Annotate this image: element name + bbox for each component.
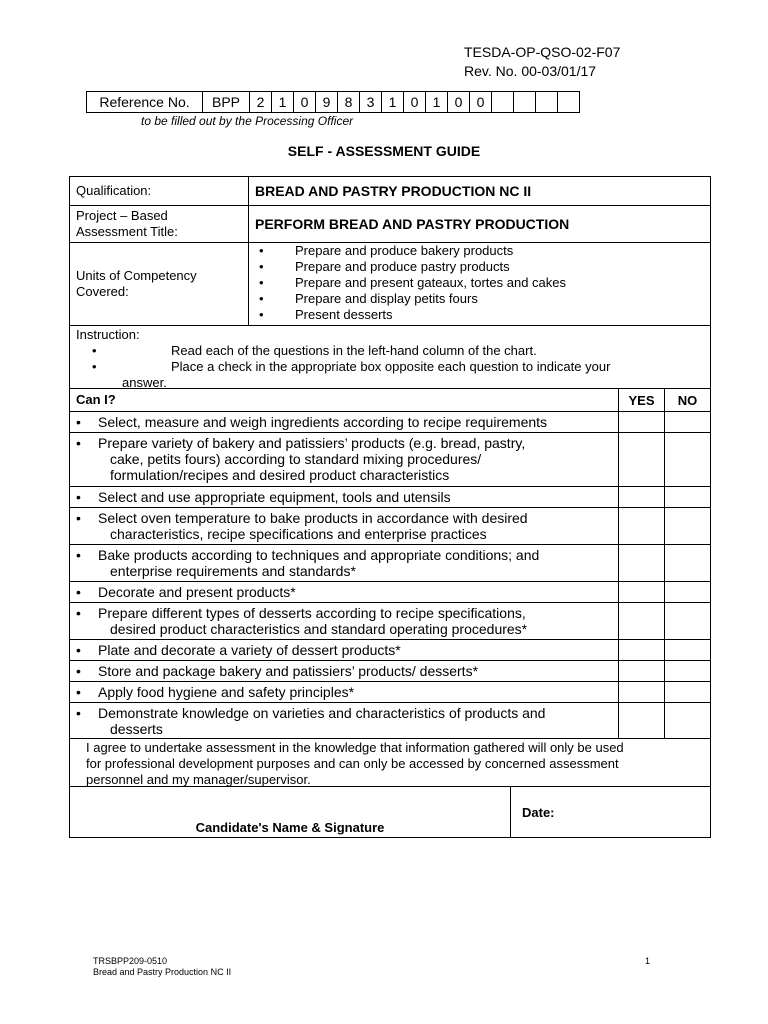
question-text: Apply food hygiene and safety principles* bbox=[98, 684, 355, 700]
yes-checkbox[interactable] bbox=[619, 487, 665, 507]
yes-checkbox[interactable] bbox=[619, 603, 665, 639]
instruction-text: Place a check in the appropriate box opposite each question to indicate your bbox=[171, 359, 611, 374]
reference-prefix: BPP bbox=[203, 92, 250, 113]
qualification-label: Qualification: bbox=[70, 177, 249, 205]
agreement-text: I agree to undertake assessment in the knowledge that information gathered will only be used bbox=[86, 740, 624, 755]
footer bbox=[93, 956, 231, 978]
candidate-name-signature-label: Candidate's Name & Signature bbox=[195, 820, 385, 835]
table-row bbox=[70, 411, 710, 432]
question-text: Prepare variety of bakery and patissiers’ products (e.g. bread, pastry, bbox=[98, 435, 526, 451]
instruction-label: Instruction: bbox=[76, 327, 140, 342]
question-cell bbox=[70, 582, 619, 602]
reference-digit[interactable] bbox=[558, 92, 580, 113]
question-cell bbox=[70, 603, 619, 639]
reference-digit[interactable]: 0 bbox=[404, 92, 426, 113]
form-code: TESDA-OP-QSO-02-F07 bbox=[464, 44, 621, 60]
units-label bbox=[70, 243, 249, 325]
yes-checkbox[interactable] bbox=[619, 508, 665, 544]
question-text: Select, measure and weigh ingredients according to recipe requirements bbox=[98, 414, 548, 430]
question-cell bbox=[70, 703, 619, 738]
units-label-line2: Covered: bbox=[76, 284, 129, 299]
question-text: Plate and decorate a variety of dessert products* bbox=[98, 642, 401, 658]
list-item bbox=[255, 275, 566, 291]
project-row bbox=[70, 205, 710, 242]
question-text: Select oven temperature to bake products in accordance with desired bbox=[98, 510, 528, 526]
no-checkbox[interactable] bbox=[665, 582, 710, 602]
bullet-icon: • bbox=[259, 291, 264, 306]
question-text-continued: desired product characteristics and standard operating procedures* bbox=[110, 621, 528, 637]
bullet-icon: • bbox=[76, 489, 81, 505]
table-row bbox=[70, 639, 710, 660]
bullet-icon: • bbox=[76, 663, 81, 679]
can-i-header: Can I? bbox=[70, 389, 619, 411]
project-label bbox=[70, 206, 249, 242]
assessment-form bbox=[69, 176, 711, 838]
reference-digit[interactable]: 0 bbox=[470, 92, 492, 113]
signature-field[interactable] bbox=[70, 787, 511, 837]
bullet-icon: • bbox=[92, 359, 97, 374]
no-checkbox[interactable] bbox=[665, 508, 710, 544]
question-cell bbox=[70, 640, 619, 660]
bullet-icon: • bbox=[76, 435, 81, 451]
bullet-icon: • bbox=[76, 584, 81, 600]
question-text: Demonstrate knowledge on varieties and characteristics of products and bbox=[98, 705, 546, 721]
list-item bbox=[255, 307, 566, 323]
reference-digit[interactable]: 0 bbox=[294, 92, 316, 113]
bullet-icon: • bbox=[76, 414, 81, 430]
instruction-line bbox=[76, 359, 704, 375]
no-checkbox[interactable] bbox=[665, 703, 710, 738]
qualification-value: BREAD AND PASTRY PRODUCTION NC II bbox=[255, 183, 532, 199]
units-label-line1: Units of Competency bbox=[76, 268, 197, 283]
unit-text: Prepare and display petits fours bbox=[295, 291, 478, 306]
instruction-line bbox=[76, 343, 704, 359]
question-text: Bake products according to techniques and appropriate conditions; and bbox=[98, 547, 540, 563]
list-item bbox=[255, 243, 566, 259]
no-checkbox[interactable] bbox=[665, 682, 710, 702]
no-checkbox[interactable] bbox=[665, 412, 710, 432]
reference-digit[interactable] bbox=[492, 92, 514, 113]
table-row bbox=[70, 581, 710, 602]
reference-digit[interactable]: 0 bbox=[448, 92, 470, 113]
reference-digit[interactable] bbox=[514, 92, 536, 113]
bullet-icon: • bbox=[259, 307, 264, 322]
yes-checkbox[interactable] bbox=[619, 433, 665, 486]
table-row bbox=[70, 602, 710, 639]
yes-checkbox[interactable] bbox=[619, 661, 665, 681]
reference-digit[interactable]: 9 bbox=[316, 92, 338, 113]
unit-text: Prepare and produce pastry products bbox=[295, 259, 510, 274]
reference-digit[interactable]: 1 bbox=[272, 92, 294, 113]
list-item bbox=[255, 259, 566, 275]
yes-checkbox[interactable] bbox=[619, 640, 665, 660]
yes-header: YES bbox=[619, 389, 665, 411]
bullet-icon: • bbox=[76, 705, 81, 721]
agreement-text: for professional development purposes and can only be accessed by concerned assessment bbox=[86, 756, 619, 771]
reference-digit[interactable]: 3 bbox=[360, 92, 382, 113]
question-cell bbox=[70, 433, 619, 486]
reference-digit[interactable]: 1 bbox=[426, 92, 448, 113]
question-text-continued: formulation/recipes and desired product characteristics bbox=[110, 467, 450, 483]
agreement-statement bbox=[70, 738, 710, 786]
no-header: NO bbox=[677, 392, 698, 408]
question-cell bbox=[70, 661, 619, 681]
unit-text: Prepare and produce bakery products bbox=[295, 243, 514, 258]
bullet-icon: • bbox=[76, 684, 81, 700]
bullet-icon: • bbox=[259, 243, 264, 258]
bullet-icon: • bbox=[76, 510, 81, 526]
bullet-icon: • bbox=[92, 343, 97, 358]
signature-row bbox=[70, 786, 710, 837]
bullet-icon: • bbox=[76, 642, 81, 658]
units-list bbox=[255, 243, 566, 323]
table-row bbox=[70, 681, 710, 702]
no-checkbox[interactable] bbox=[665, 433, 710, 486]
instruction-text: Read each of the questions in the left-hand column of the chart. bbox=[171, 343, 537, 358]
question-text: Prepare different types of desserts according to recipe specifications, bbox=[98, 605, 526, 621]
page-title: SELF - ASSESSMENT GUIDE bbox=[287, 143, 481, 159]
no-checkbox[interactable] bbox=[665, 603, 710, 639]
no-checkbox[interactable] bbox=[665, 487, 710, 507]
footer-code: TRSBPP209-0510 bbox=[93, 956, 168, 966]
question-text: Decorate and present products* bbox=[98, 584, 296, 600]
reference-number-table bbox=[86, 91, 580, 113]
unit-text: Prepare and present gateaux, tortes and cakes bbox=[295, 275, 567, 290]
list-item bbox=[255, 291, 566, 307]
units-row bbox=[70, 242, 710, 325]
question-cell bbox=[70, 545, 619, 581]
table-row bbox=[70, 702, 710, 738]
footer-title: Bread and Pastry Production NC II bbox=[93, 967, 232, 977]
question-cell bbox=[70, 682, 619, 702]
reference-digit[interactable]: 1 bbox=[382, 92, 404, 113]
instruction-row bbox=[70, 325, 710, 388]
checklist-header bbox=[70, 388, 710, 411]
reference-digit[interactable]: 8 bbox=[338, 92, 360, 113]
bullet-icon: • bbox=[259, 275, 264, 290]
bullet-icon: • bbox=[76, 547, 81, 563]
table-row bbox=[70, 544, 710, 581]
date-label: Date: bbox=[522, 805, 555, 820]
question-cell bbox=[70, 412, 619, 432]
reference-label: Reference No. bbox=[87, 92, 203, 113]
document-reference bbox=[464, 43, 620, 81]
instruction-block bbox=[70, 326, 710, 393]
yes-checkbox[interactable] bbox=[619, 582, 665, 602]
reference-digit[interactable]: 2 bbox=[250, 92, 272, 113]
table-row bbox=[70, 507, 710, 544]
agreement-text: personnel and my manager/supervisor. bbox=[86, 772, 311, 787]
table-row bbox=[70, 486, 710, 507]
unit-text: Present desserts bbox=[295, 307, 393, 322]
yes-checkbox[interactable] bbox=[619, 412, 665, 432]
question-text-continued: enterprise requirements and standards* bbox=[110, 563, 356, 579]
bullet-icon: • bbox=[259, 259, 264, 274]
question-text: Store and package bakery and patissiers’ products/ desserts* bbox=[98, 663, 479, 679]
date-field[interactable] bbox=[511, 787, 710, 837]
project-label-line1: Project – Based bbox=[76, 208, 168, 223]
question-text-continued: cake, petits fours) according to standard mixing procedures/ bbox=[110, 451, 482, 467]
revision-number: Rev. No. 00-03/01/17 bbox=[464, 63, 597, 79]
question-cell bbox=[70, 508, 619, 544]
table-row bbox=[70, 432, 710, 486]
question-text-continued: desserts bbox=[110, 721, 163, 737]
bullet-icon: • bbox=[76, 605, 81, 621]
page-number: 1 bbox=[645, 956, 651, 966]
table-row bbox=[70, 660, 710, 681]
question-cell bbox=[70, 487, 619, 507]
question-text: Select and use appropriate equipment, tools and utensils bbox=[98, 489, 451, 505]
qualification-row bbox=[70, 177, 710, 205]
project-value: PERFORM BREAD AND PASTRY PRODUCTION bbox=[255, 216, 570, 232]
no-checkbox[interactable] bbox=[665, 545, 710, 581]
instruction-text-continued: answer. bbox=[122, 375, 167, 390]
yes-checkbox[interactable] bbox=[619, 703, 665, 738]
question-text-continued: characteristics, recipe specifications and enterprise practices bbox=[110, 526, 487, 542]
yes-checkbox[interactable] bbox=[619, 682, 665, 702]
project-label-line2: Assessment Title: bbox=[76, 224, 178, 239]
no-checkbox[interactable] bbox=[665, 661, 710, 681]
processing-officer-note: to be filled out by the Processing Officer bbox=[141, 114, 354, 128]
yes-checkbox[interactable] bbox=[619, 545, 665, 581]
no-checkbox[interactable] bbox=[665, 640, 710, 660]
reference-digit[interactable] bbox=[536, 92, 558, 113]
units-list-cell bbox=[249, 243, 710, 325]
